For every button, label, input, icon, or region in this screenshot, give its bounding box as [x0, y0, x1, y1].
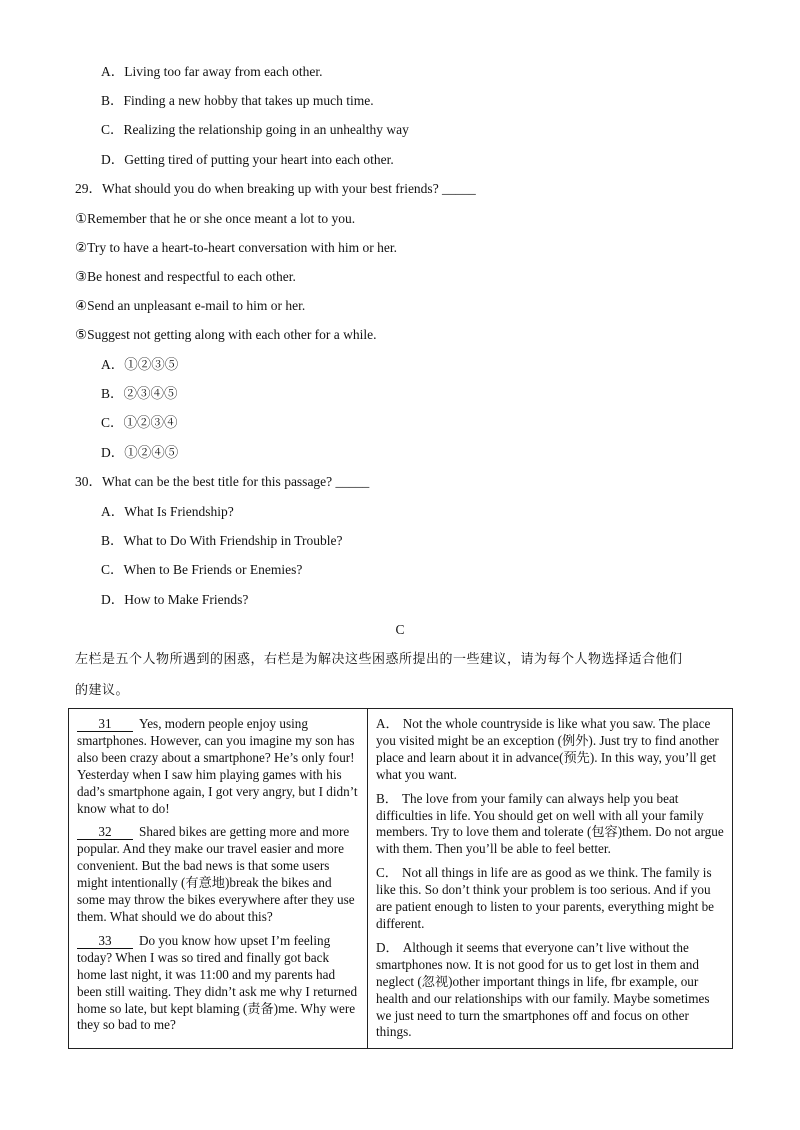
problem-32: 32 Shared bikes are getting more and more popular. And they make our travel easier and more convenient. But the bad news is that some users might intentionally (有意地)break the bikes and some may throw the bikes everywhere after they use them. What should we do about this? — [77, 824, 355, 924]
q29-option-c: C．①②③④ — [101, 415, 178, 430]
problem-33: 33 Do you know how upset I’m feeling today? When I was so tired and finally got back home last night, it was 11:00 and my parents had been still waiting. They didn’t ask me why I returned home so late, but kept blaming (责备)me. Why were they so bad to me? — [77, 932, 358, 1033]
matching-table — [68, 708, 733, 1049]
option-a: A．Living too far away from each other. — [101, 64, 323, 79]
option-b: B．Finding a new hobby that takes up much time. — [101, 93, 374, 108]
instruction-line-1: 左栏是五个人物所遇到的困惑，右栏是为解决这些困惑所提出的一些建议，请为每个人物选择适合他们 — [75, 652, 683, 667]
instruction-line-2: 的建议。 — [75, 683, 130, 698]
answer-blank-31[interactable]: 31 — [77, 717, 133, 732]
option-c: C．Realizing the relationship going in an unhealthy way — [101, 122, 409, 137]
option-d: D．Getting tired of putting your heart into each other. — [101, 152, 394, 167]
answer-blank-32[interactable]: 32 — [77, 825, 133, 840]
question-30-stem: 30．What can be the best title for this passage? _____ — [75, 474, 370, 489]
statement-4: ④Send an unpleasant e-mail to him or her. — [75, 298, 306, 313]
q29-option-b: B．②③④⑤ — [101, 386, 178, 401]
advice-column — [368, 709, 733, 1049]
question-29-stem: 29．What should you do when breaking up with your best friends? _____ — [75, 181, 476, 196]
section-heading: C — [395, 622, 405, 637]
statement-5: ⑤Suggest not getting along with each other for a while. — [75, 327, 377, 342]
advice-c: C． Not all things in life are as good as we think. The family is like this. So don’t think your problem is too serious. And if you are patient enough to listen to your parents, everything might be different. — [376, 865, 715, 931]
statement-3: ③Be honest and respectful to each other. — [75, 269, 296, 284]
statement-1: ①Remember that he or she once meant a lot to you. — [75, 211, 356, 226]
q30-option-a: A．What Is Friendship? — [101, 504, 234, 519]
statement-2: ②Try to have a heart-to-heart conversation with him or her. — [75, 240, 398, 255]
advice-b: B． The love from your family can always help you beat difficulties in life. You should get on well with all your family members. Try to love them and tolerate (包容)them. Do not argue with them. Then you’ll be able to feel better. — [376, 790, 724, 857]
q30-option-d: D．How to Make Friends? — [101, 592, 249, 607]
q29-option-a: A．①②③⑤ — [101, 357, 179, 372]
q30-option-b: B．What to Do With Friendship in Trouble? — [101, 533, 343, 548]
q29-option-d: D．①②④⑤ — [101, 445, 179, 460]
q30-option-c: C．When to Be Friends or Enemies? — [101, 562, 303, 577]
answer-blank-33[interactable]: 33 — [77, 934, 133, 949]
advice-a: A． Not the whole countryside is like what you saw. The place you visited might be an exception (例外). Just try to find another place and learn about it in advance(预先). In this way, you’ll get what you want. — [376, 716, 719, 782]
problem-31: 31 Yes, modern people enjoy using smartphones. However, can you imagine my son has also been crazy about a smartphone? He’s only four! Yesterday when I saw him playing games with his dad’s smartphone again, I got very angry, but I didn’t know what to do! — [77, 716, 358, 816]
problems-column — [69, 709, 368, 1049]
advice-d: D． Although it seems that everyone can’t live without the smartphones now. It is not good for us to get lost in them and neglect (忽视)other important things in life, fbr example, our health and our relationships with our family. Maybe sometimes we just need to turn the smartphones off and focus on other things. — [376, 939, 710, 1040]
